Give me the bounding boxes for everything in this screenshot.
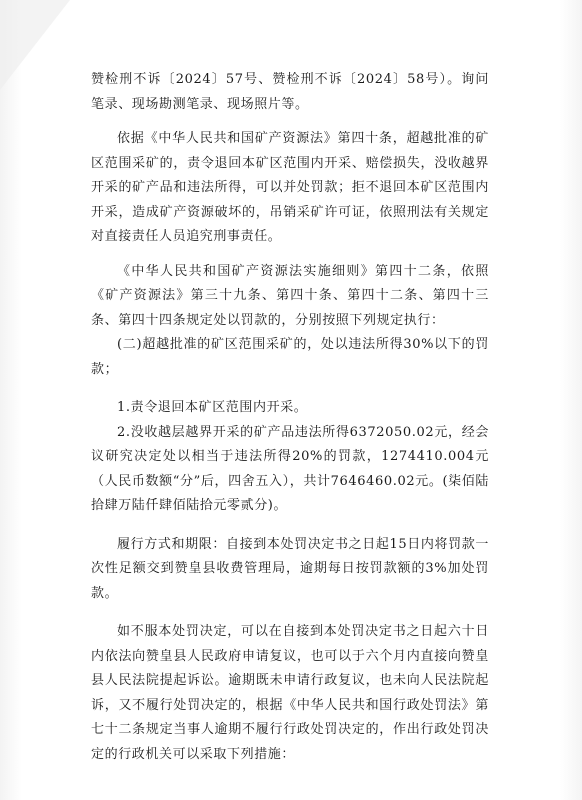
paragraph-appeal-rights: 如不服本处罚决定，可以在自接到本处罚决定书之日起六十日内依法向赞皇县人民政府申请复议，也可以于六个月内直接向赞皇县人民法院提起诉讼。逾期既未申请行政复议，也未向人民法院起诉，又不履行处罚决定的，根据《中华人民共和国行政处罚法》第七十二条规定当事人逾期不履行行政处罚决定的，作出行政处罚决定的行政机关可以采取下列措施： (91, 624, 489, 762)
paragraph-clause-two: (二)超越批准的矿区范围采矿的，处以违法所得30%以下的罚款； (91, 337, 489, 377)
document-body (91, 68, 489, 767)
list-item-order-retreat: 1.责令退回本矿区范围内开采。 (117, 400, 308, 415)
paragraph-payment-method-deadline: 履行方式和期限：自接到本处罚决定书之日起15日内将罚款一次性足额交到赞皇县收费管理局，逾期每日按罚款额的3%加处罚款。 (91, 536, 489, 601)
list-item-confiscation-and-fine: 2.没收越层越界开采的矿产品违法所得6372050.02元，经会议研究决定处以相当于违法所得20%的罚款，1274410.004元（人民币数额“分”后，四舍五入），共计7646460.02元。(柒佰陆拾肆万陆仟肆佰陆拾元零贰分)。 (91, 424, 489, 513)
page-fold-shadow (0, 0, 70, 90)
paragraph-evidence-list: 赞检刑不诉〔2024〕57号、赞检刑不诉〔2024〕58号）。询问笔录、现场勘测笔录、现场照片等。 (91, 72, 489, 112)
paragraph-mineral-law-article-40: 依据《中华人民共和国矿产资源法》第四十条，超越批准的矿区范围采矿的，责令退回本矿区范围内开采、赔偿损失，没收越界开采的矿产品和违法所得，可以并处罚款；拒不退回本矿区范围内开采，造成矿产资源破坏的，吊销采矿许可证，依照刑法有关规定对直接责任人员追究刑事责任。 (91, 131, 489, 244)
paragraph-implementation-rules-article-42: 《中华人民共和国矿产资源法实施细则》第四十二条，依照《矿产资源法》第三十九条、第四十条、第四十二条、第四十三条、第四十四条规定处以罚款的，分别按照下列规定执行： (91, 263, 489, 328)
